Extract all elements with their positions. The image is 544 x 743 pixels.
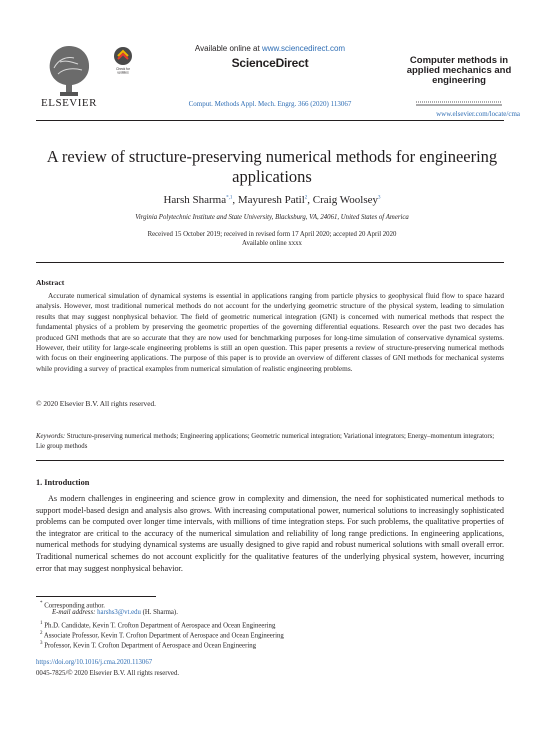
- author-list: Harsh Sharma$^{*,1}$, Mayuresh Patil$^2$, Craig Woolsey$^3$: [163, 194, 381, 206]
- footnote-email: [52, 608, 512, 617]
- section-body: As modern challenges in engineering and science grow in complexity and dimension, the need for sophisticated numerical methods to support model-based design and analysis also grows. With increasing computational power, numerical solutions to increasingly sophisticated problems can be computed over longer time intervals, with millions of time integration steps. For such problems, the qualitative properties of the integrator are critical to the accuracy of the numerical simulation and reliability of long range predictions. In engineering applications, numerical methods for studying dynamical systems are usually designed to give rapid and robust numerical solutions with small overall error. Traditional numerical schemes do not account explicitly for the qualitative features of the underlying physical system, however, incurring error that may suggest nonphysical behavior.: [36, 494, 504, 573]
- keywords-list: Structure-preserving numerical methods; Engineering applications; Geometric numerical integration; Variational integrators; Energy–momentum integrators; Lie group methods: [36, 433, 495, 450]
- section-heading: 1. Introduction: [36, 478, 90, 487]
- article-dates: [60, 230, 484, 248]
- author-marks[interactable]: 3: [378, 195, 381, 201]
- author-name: Harsh Sharma: [163, 194, 227, 206]
- keywords-label: Keywords:: [36, 433, 66, 440]
- footnote-text: Ph.D. Candidate, Kevin T. Crofton Department of Aerospace and Ocean Engineering: [44, 622, 276, 630]
- footnote-rule: [36, 596, 156, 597]
- available-online-date: Available online xxxx: [242, 240, 302, 247]
- journal-decoration-lines: [416, 101, 502, 107]
- email-label: E-mail address:: [52, 609, 96, 616]
- svg-text:Check for: Check for: [116, 67, 130, 71]
- copyright-icon: ©: [36, 399, 42, 408]
- keywords: [36, 432, 504, 451]
- footnote-text: Associate Professor, Kevin T. Crofton Department of Aerospace and Ocean Engineering: [43, 632, 284, 640]
- abstract-copyright: [36, 399, 156, 408]
- footnote-mark: 3: [40, 641, 43, 646]
- journal-name: Computer methods in applied mechanics and engineering: [406, 55, 512, 86]
- svg-text:updates: updates: [117, 70, 129, 74]
- header-rule: [36, 120, 504, 121]
- abstract-bottom-rule: [36, 460, 504, 461]
- publisher-logo-text: ELSEVIER: [41, 97, 97, 109]
- platform-name: ScienceDirect: [231, 56, 309, 70]
- issn-line: [36, 670, 179, 677]
- journal-reference[interactable]: Comput. Methods Appl. Mech. Engrg. 366 (2020) 113067: [188, 100, 352, 108]
- doi-link[interactable]: https://doi.org/10.1016/j.cma.2020.113067: [36, 659, 153, 666]
- available-online-line: [150, 44, 390, 53]
- footnote-3: [40, 639, 500, 650]
- abstract-top-rule: [36, 262, 504, 263]
- footnote-text: Corresponding author.: [44, 602, 105, 610]
- footnote-text: Professor, Kevin T. Crofton Department of Aerospace and Ocean Engineering: [44, 642, 257, 650]
- footnote-mark: *: [40, 601, 43, 606]
- article-title: A review of structure-preserving numerical methods for engineering applications: [46, 147, 498, 186]
- affiliation: Virginia Polytechnic Institute and State University, Blacksburg, VA, 24061, United States of America: [135, 214, 409, 221]
- author-marks[interactable]: *,1: [226, 195, 233, 201]
- elsevier-tree-logo: [38, 38, 100, 100]
- abstract-body: Accurate numerical simulation of dynamical systems is essential in applications ranging from particle physics to geophysical fluid flow to space hazard analysis. However, most traditional numerical methods do not account for the underlying geometric structure of the physical system, leading to simulation results that may suggest nonphysical behavior. The field of geometric numerical integration (GNI) is concerned with numerical methods that respect the fundamental physics of a problem by preserving the geometric properties of the governing differential equations. Research over the past two decades has produced GNI methods that are so accurate that they are now used for benchmarking purposes for long-time simulation of conservative dynamical systems. However, their utility for large-scale engineering problems is still an open question. This paper presents a review of structure-preserving numerical methods with focus on their engineering applications. The purpose of this paper is to provide an overview of different classes of GNI methods for mechanical systems while providing a survey of practical examples from numerical simulation of realistic engineering problems.: [36, 291, 504, 373]
- received-dates: Received 15 October 2019; received in revised form 17 April 2020; accepted 20 April 2020: [147, 231, 397, 238]
- email-suffix: (H. Sharma).: [142, 609, 178, 616]
- email-link[interactable]: harshs3@vt.edu: [97, 609, 141, 616]
- author-name: Mayuresh Patil: [237, 194, 305, 206]
- abstract-heading: Abstract: [36, 278, 65, 287]
- issn-prefix: 0045-7825/: [36, 670, 68, 677]
- author-name: Craig Woolsey: [312, 194, 378, 206]
- copyright-icon: ©: [67, 670, 73, 677]
- journal-url-link[interactable]: www.elsevier.com/locate/cma: [436, 110, 520, 118]
- sciencedirect-link[interactable]: www.sciencedirect.com: [261, 44, 346, 53]
- author-marks[interactable]: 2: [304, 195, 308, 201]
- footnote-mark: 2: [40, 631, 43, 636]
- issn-suffix: 2020 Elsevier B.V. All rights reserved.: [72, 670, 180, 677]
- check-for-updates-badge[interactable]: [111, 46, 135, 74]
- copyright-text: 2020 Elsevier B.V. All rights reserved.: [43, 399, 156, 408]
- available-prefix: Available online at: [194, 44, 262, 53]
- footnote-mark: 1: [40, 621, 43, 626]
